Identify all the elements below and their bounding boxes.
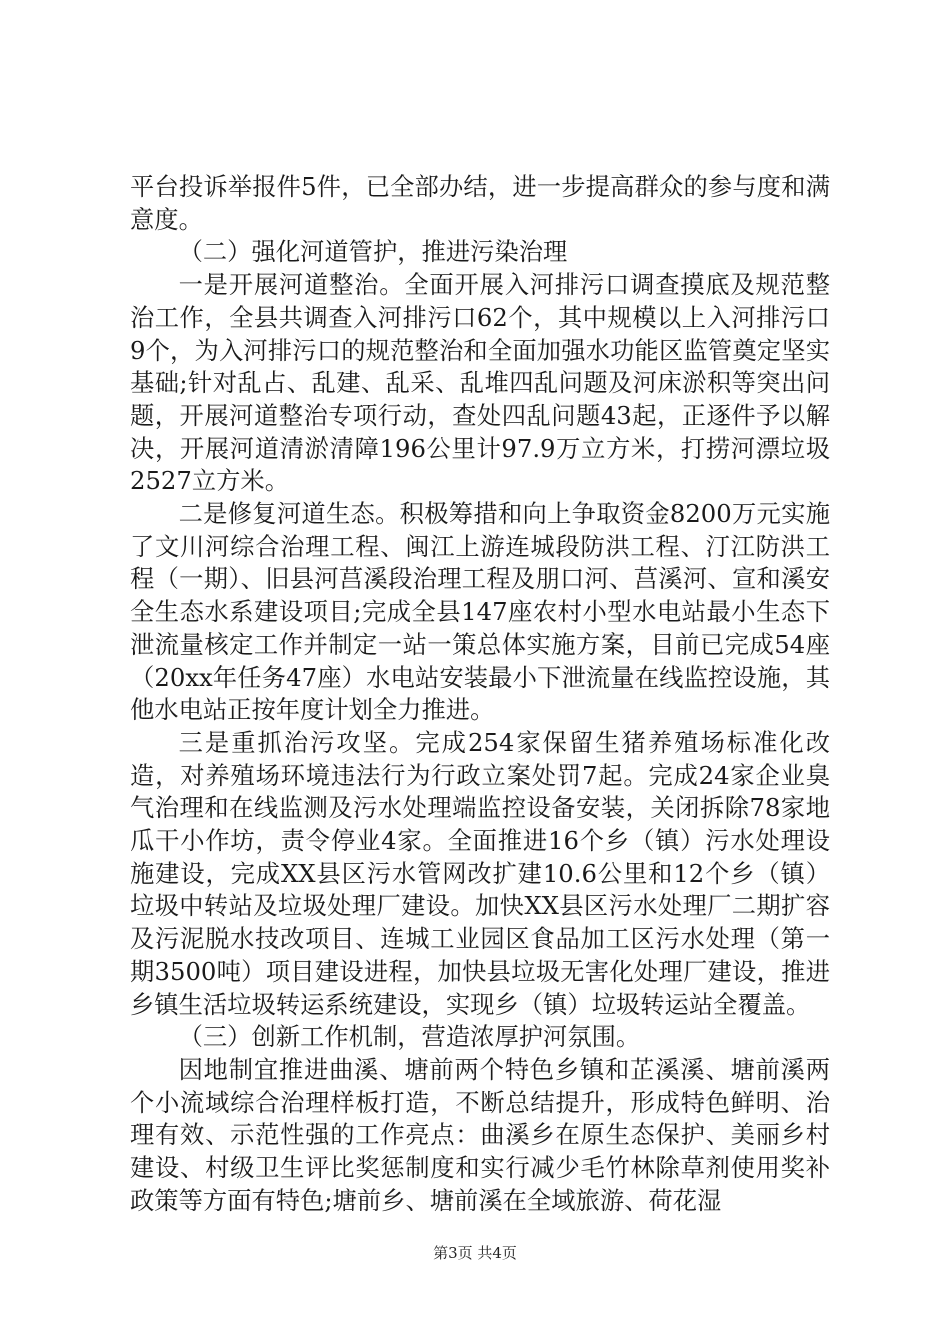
paragraph-pollution-control: 三是重抓治污攻坚。完成254家保留生猪养殖场标准化改造，对养殖场环境违法行为行政立案处罚7起。完成24家企业臭气治理和在线监测及污水处理端监控设备安装，关闭拆除78家地瓜干小作坊，责令停业4家。全面推进16个乡（镇）污水处理设施建设，完成XX县区污水管网改扩建10.6公里和12个乡（镇）垃圾中转站及垃圾处理厂建设。加快XX县区污水处理厂二期扩容及污泥脱水技改项目、连城工业园区食品加工区污水处理（第一期3500吨）项目建设进程，加快县垃圾无害化处理厂建设，推进乡镇生活垃圾转运系统建设，实现乡（镇）垃圾转运站全覆盖。 [130, 727, 830, 1019]
paragraph-river-rectification: 一是开展河道整治。全面开展入河排污口调查摸底及规范整治工作，全县共调查入河排污口62个，其中规模以上入河排污口9个，为入河排污口的规范整治和全面加强水功能区监管奠定坚实基础;针对乱占、乱建、乱采、乱堆四乱问题及河床淤积等突出问题，开展河道整治专项行动，查处四乱问题43起，正逐件予以解决，开展河道清淤清障196公里计97.9万立方米，打捞河漂垃圾2527立方米。 [130, 270, 830, 496]
document-body [130, 171, 830, 1218]
section-heading-2: （二）强化河道管护，推进污染治理 [178, 237, 568, 267]
paragraph-continuation: 平台投诉举报件5件，已全部办结，进一步提高群众的参与度和满意度。 [130, 172, 830, 234]
page-footer: 第3页 共4页 [433, 1244, 517, 1262]
section-heading-3: （三）创新工作机制，营造浓厚护河氛围。 [178, 1022, 641, 1052]
paragraph-river-ecology: 二是修复河道生态。积极筹措和向上争取资金8200万元实施了文川河综合治理工程、闽江上游连城段防洪工程、汀江防洪工程（一期）、旧县河莒溪段治理工程及朋口河、莒溪河、宣和溪安全生态水系建设项目;完成全县147座农村小型水电站最小生态下泄流量核定工作并制定一站一策总体实施方案，目前已完成54座（20xx年任务47座）水电站安装最小下泄流量在线监控设施，其他水电站正按年度计划全力推进。 [130, 499, 830, 725]
paragraph-work-mechanism: 因地制宜推进曲溪、塘前两个特色乡镇和芷溪溪、塘前溪两个小流域综合治理样板打造，不断总结提升，形成特色鲜明、治理有效、示范性强的工作亮点：曲溪乡在原生态保护、美丽乡村建设、村级卫生评比奖惩制度和实行减少毛竹林除草剂使用奖补政策等方面有特色;塘前乡、塘前溪在全域旅游、荷花湿 [130, 1054, 830, 1215]
